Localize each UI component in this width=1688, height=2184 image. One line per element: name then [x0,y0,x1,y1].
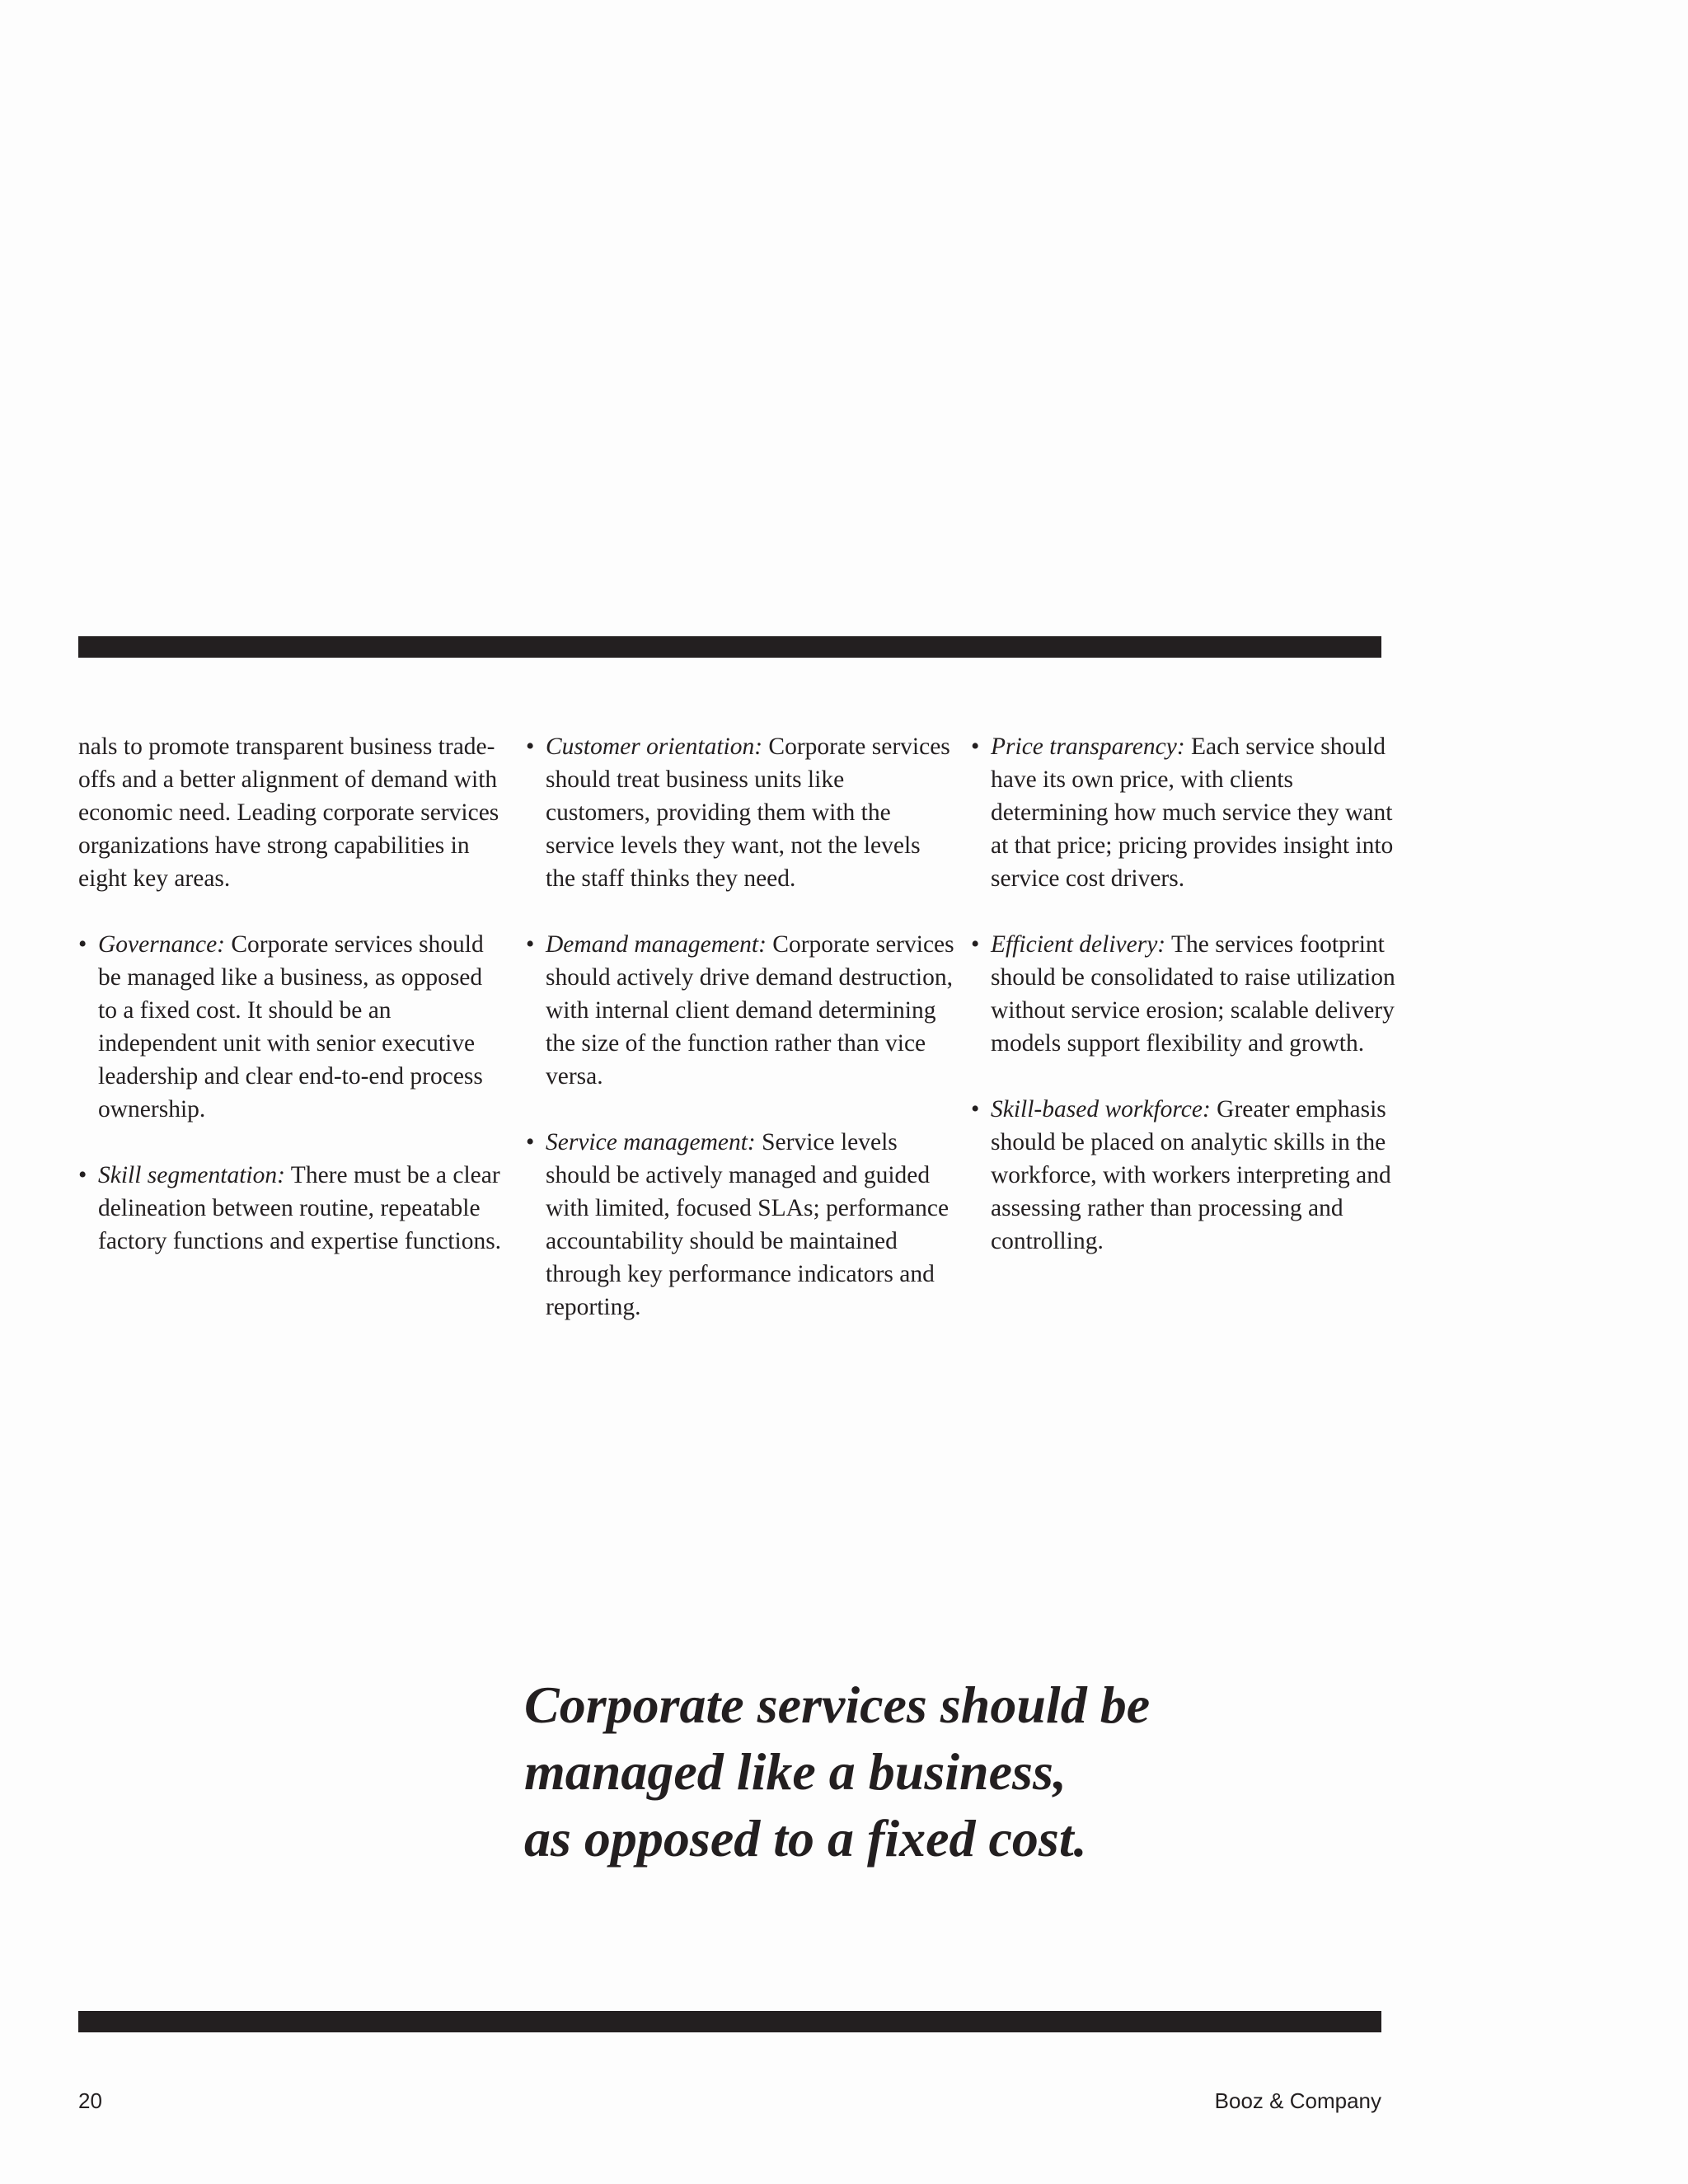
bullet-term: Skill segmentation: [98,1162,285,1188]
page-number: 20 [78,2088,102,2113]
bullet-term: Service management: [546,1129,756,1155]
bullet-dot: • [78,931,87,958]
bullet-dot: • [971,733,980,760]
bullet-dot: • [971,931,980,958]
bullet-text: Service levels should be actively managed and guided with limited, focused SLAs; performance accountability should be maintained through key performance indicators and reporting. [546,1129,950,1320]
bullet-dot: • [78,1162,87,1188]
bullet-term: Price transparency: [991,733,1185,760]
bottom-rule [78,2011,1381,2032]
bullet-text: There must be a clear delineation between routine, repeatable factory functions and expertise functions. [98,1162,502,1254]
bullet-governance [78,928,507,1126]
bullet-term: Efficient delivery: [991,931,1166,958]
bullet-dot: • [526,1129,535,1155]
bullet-price-transparency [971,730,1400,895]
pull-quote [524,1671,1348,1872]
bullet-term: Customer orientation: [546,733,763,760]
bullet-demand-management [526,928,954,1093]
bullet-customer-orientation [526,730,954,895]
bullet-service-management [526,1126,954,1324]
bullet-skill-segmentation [78,1159,507,1258]
bullet-text: Corporate services should actively drive demand destruction, with internal client demand determining the size of the function rather than vice versa. [546,931,954,1090]
bullet-skill-based-workforce [971,1093,1400,1258]
bullet-term: Demand management: [546,931,767,958]
top-rule [78,636,1381,658]
bullet-term: Skill-based workforce: [991,1096,1211,1122]
company-name: Booz & Company [1214,2088,1381,2113]
bullet-text: Greater emphasis should be placed on analytic skills in the workforce, with workers interpreting and assessing rather than processing and controlling. [991,1096,1391,1254]
bullet-dot: • [526,931,535,958]
text-column-3 [971,730,1400,1291]
intro-paragraph: nals to promote transparent business trade-offs and a better alignment of demand with economic need. Leading corporate services organizations have strong capabilities in eight key areas. [78,733,499,892]
text-column-1 [78,730,507,1291]
bullet-text: Corporate services should be managed like a business, as opposed to a fixed cost. It should be an independent unit with senior executive leadership and clear end-to-end process ownership. [98,931,484,1122]
pull-quote-line: Corporate services should be [524,1675,1151,1734]
pull-quote-line: managed like a business, [524,1742,1067,1801]
bullet-text: Corporate services should treat business units like customers, providing them with the service levels they want, not the levels the staff thinks they need. [546,733,950,892]
pull-quote-line: as opposed to a fixed cost. [524,1809,1087,1868]
bullet-text: The services footprint should be consolidated to raise utilization without service erosion; scalable delivery models support flexibility and growth. [991,931,1395,1057]
bullet-efficient-delivery [971,928,1400,1060]
bullet-dot: • [526,733,535,760]
bullet-term: Governance: [98,931,225,958]
bullet-text: Each service should have its own price, with clients determining how much service they want at that price; pricing provides insight into service cost drivers. [991,733,1394,892]
text-column-2 [526,730,954,1357]
bullet-dot: • [971,1096,980,1122]
